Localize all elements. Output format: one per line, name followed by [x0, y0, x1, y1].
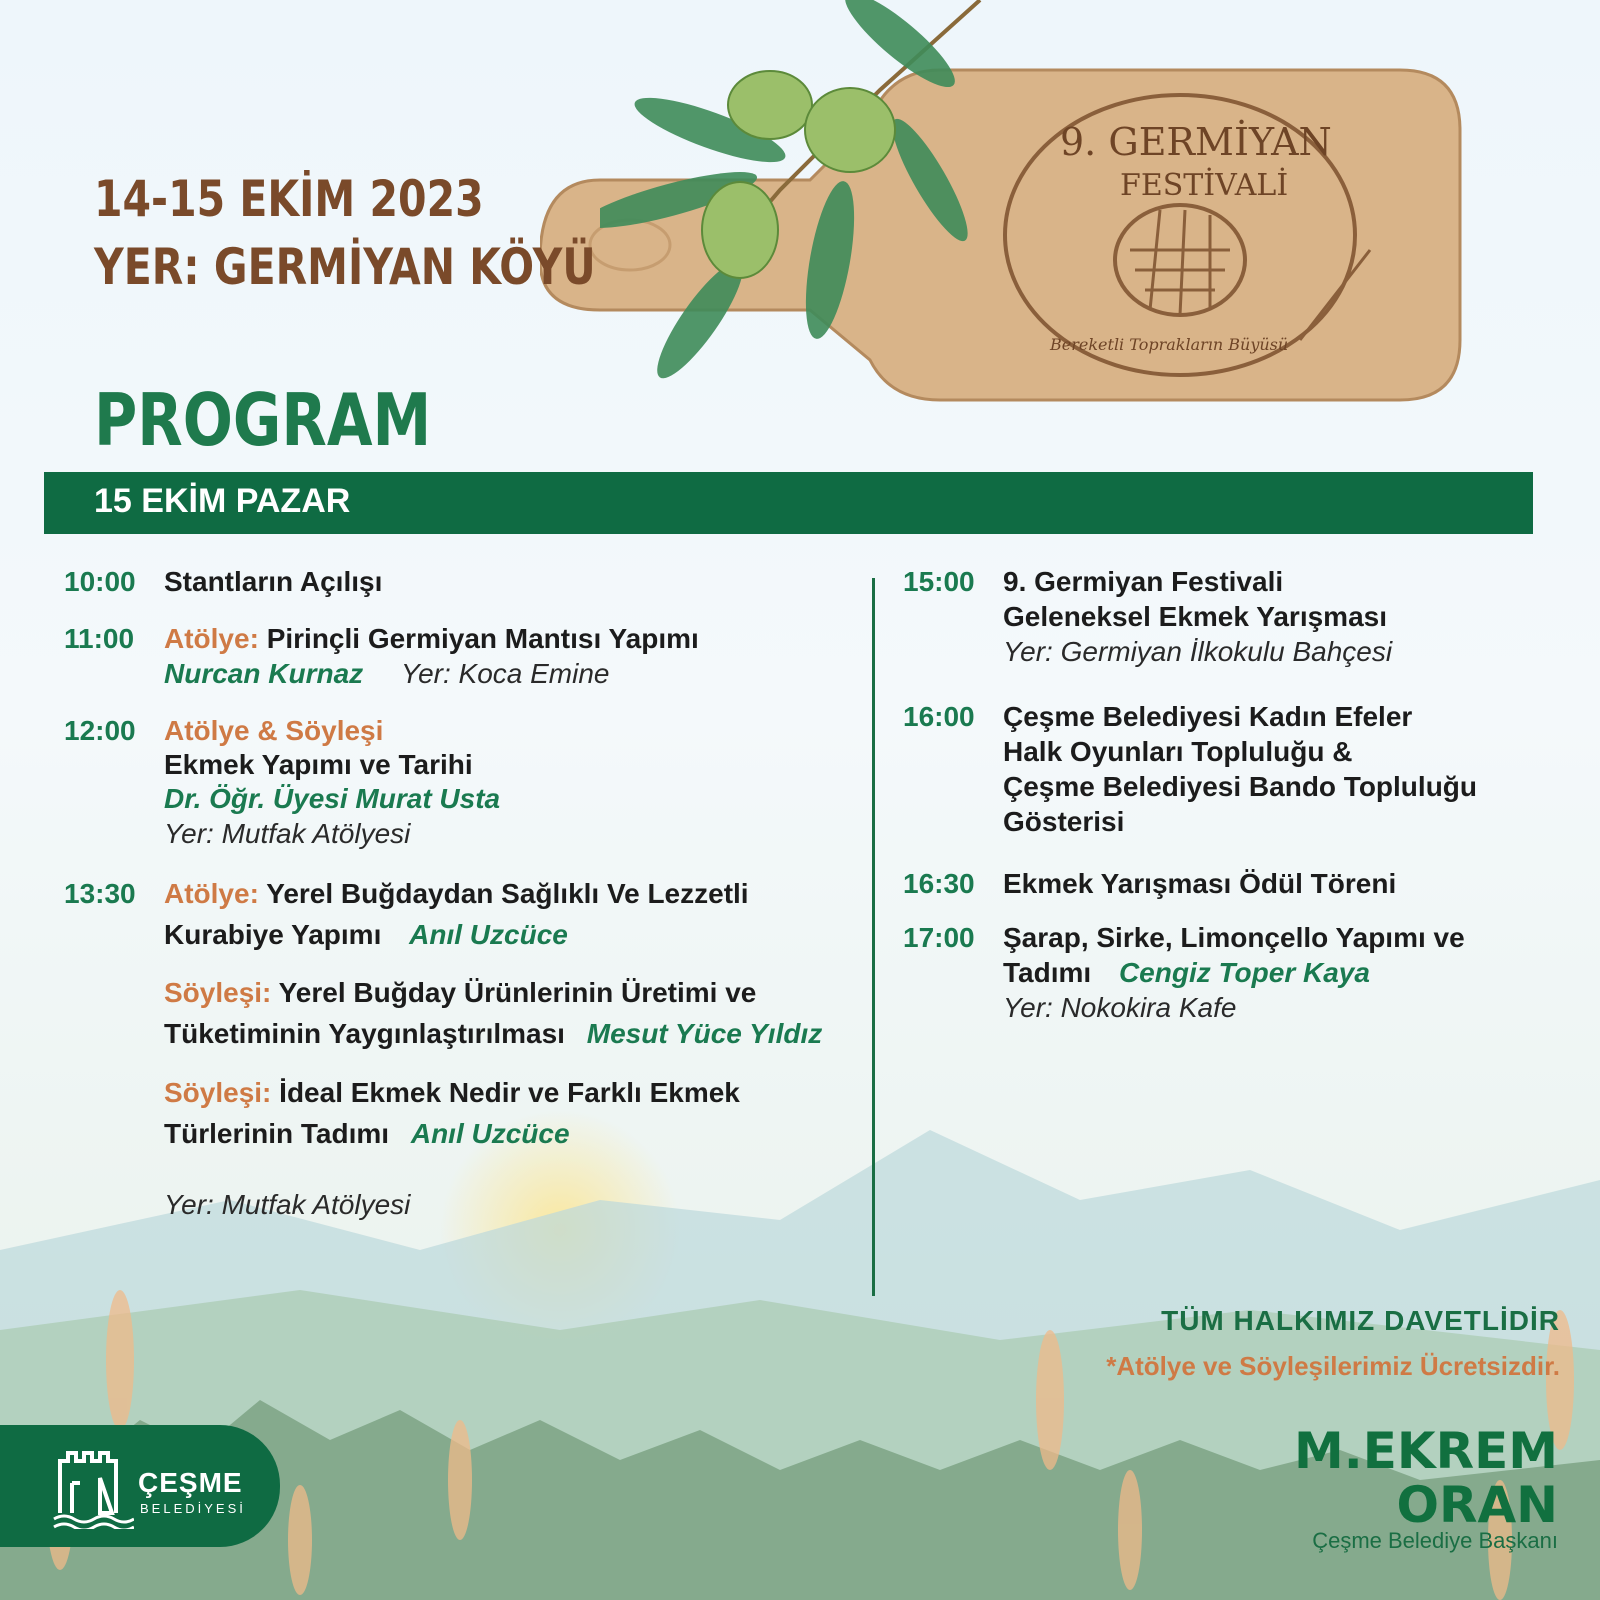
schedule-line	[164, 877, 749, 911]
schedule-line	[164, 918, 568, 952]
program-title: PROGRAM	[94, 378, 432, 462]
schedule-person: Dr. Öğr. Üyesi Murat Usta	[164, 783, 501, 814]
municipality-name: ÇEŞME	[138, 1467, 243, 1498]
schedule-title: Şarap, Sirke, Limonçello Yapımı ve	[1003, 922, 1465, 953]
schedule-tag: Atölye & Söyleşi	[164, 715, 384, 746]
olive-fruit-icon	[728, 71, 812, 139]
schedule-line	[1003, 956, 1370, 990]
schedule-time: 12:00	[64, 715, 136, 746]
schedule-location: Yer: Nokokira Kafe	[1003, 992, 1237, 1023]
event-venue: YER: GERMİYAN KÖYÜ	[94, 238, 596, 296]
schedule-line	[164, 657, 610, 691]
schedule-title: Çeşme Belediyesi Kadın Efeler	[1003, 701, 1413, 732]
schedule-person: Anıl Uzcüce	[410, 1118, 570, 1149]
schedule-time: 13:30	[64, 878, 136, 909]
schedule-time: 17:00	[903, 922, 975, 953]
schedule-line	[164, 1076, 740, 1110]
day-header-bar	[44, 472, 1533, 534]
festival-logo-title: 9. GERMİYAN	[1060, 120, 1332, 164]
schedule-title: Tadımı	[1003, 957, 1092, 988]
schedule-title: Geleneksel Ekmek Yarışması	[1003, 601, 1387, 632]
column-divider	[872, 578, 875, 1296]
schedule-person: Cengiz Toper Kaya	[1118, 957, 1370, 988]
schedule-person: Nurcan Kurnaz	[164, 658, 364, 689]
schedule-title: Yerel Buğday Ürünlerinin Üretimi ve	[278, 977, 757, 1008]
schedule-tag: Söyleşi:	[164, 1077, 272, 1108]
schedule-title: Ekmek Yarışması Ödül Töreni	[1003, 868, 1397, 899]
schedule-title: Stantların Açılışı	[164, 566, 383, 597]
festival-logo-tagline: Bereketli Toprakların Büyüsü	[1050, 335, 1289, 354]
schedule-title: 9. Germiyan Festivali	[1003, 566, 1284, 597]
municipality-logo	[0, 1425, 280, 1547]
schedule-title: Yerel Buğdaydan Sağlıklı Ve Lezzetli	[266, 878, 749, 909]
schedule-location: Yer: Germiyan İlkokulu Bahçesi	[1003, 636, 1393, 667]
schedule-tag: Atölye:	[164, 623, 259, 654]
mayor-name-line1: M.EKREM	[1293, 1422, 1558, 1480]
schedule-title: Pirinçli Germiyan Mantısı Yapımı	[266, 623, 699, 654]
olive-branch-illustration	[600, 0, 1020, 380]
schedule-line	[164, 622, 699, 656]
schedule-title: Çeşme Belediyesi Bando Topluluğu	[1003, 771, 1478, 802]
schedule-time: 10:00	[64, 566, 136, 597]
schedule-title: Tüketiminin Yaygınlaştırılması	[164, 1018, 565, 1049]
schedule-tag: Söyleşi:	[164, 977, 272, 1008]
schedule-time: 16:30	[903, 868, 975, 899]
schedule-title: Ekmek Yapımı ve Tarihi	[164, 749, 473, 780]
schedule-line	[164, 1017, 822, 1051]
mayor-name	[1294, 1424, 1558, 1532]
schedule-title: Gösterisi	[1003, 806, 1125, 837]
invitation-text: TÜM HALKIMIZ DAVETLİDİR	[1161, 1305, 1560, 1336]
schedule-location: Yer: Koca Emine	[400, 658, 610, 689]
schedule-time: 11:00	[64, 623, 135, 654]
festival-logo-subtitle: FESTİVALİ	[1120, 168, 1289, 203]
castle-icon	[50, 1443, 134, 1529]
schedule-line	[164, 1117, 570, 1151]
schedule-title: Türlerinin Tadımı	[164, 1118, 390, 1149]
schedule-person: Mesut Yüce Yıldız	[586, 1018, 823, 1049]
schedule-location: Yer: Mutfak Atölyesi	[164, 818, 411, 849]
schedule-line	[164, 976, 756, 1010]
event-date: 14-15 EKİM 2023	[94, 170, 484, 228]
schedule-tag: Atölye:	[164, 878, 259, 909]
schedule-location: Yer: Mutfak Atölyesi	[164, 1189, 411, 1220]
schedule-time: 15:00	[903, 566, 975, 597]
day-label: 15 EKİM PAZAR	[94, 482, 351, 520]
schedule-title: Halk Oyunları Topluluğu &	[1003, 736, 1353, 767]
schedule-title: Kurabiye Yapımı	[164, 919, 382, 950]
municipality-sub: BELEDİYESİ	[140, 1501, 246, 1516]
mayor-name-line2: ORAN	[1396, 1476, 1558, 1534]
schedule-title: İdeal Ekmek Nedir ve Farklı Ekmek	[279, 1077, 740, 1108]
mayor-title: Çeşme Belediye Başkanı	[1312, 1528, 1558, 1553]
free-entry-note: *Atölye ve Söyleşilerimiz Ücretsizdir.	[1106, 1351, 1560, 1381]
schedule-time: 16:00	[903, 701, 975, 732]
schedule-person: Anıl Uzcüce	[409, 919, 568, 950]
